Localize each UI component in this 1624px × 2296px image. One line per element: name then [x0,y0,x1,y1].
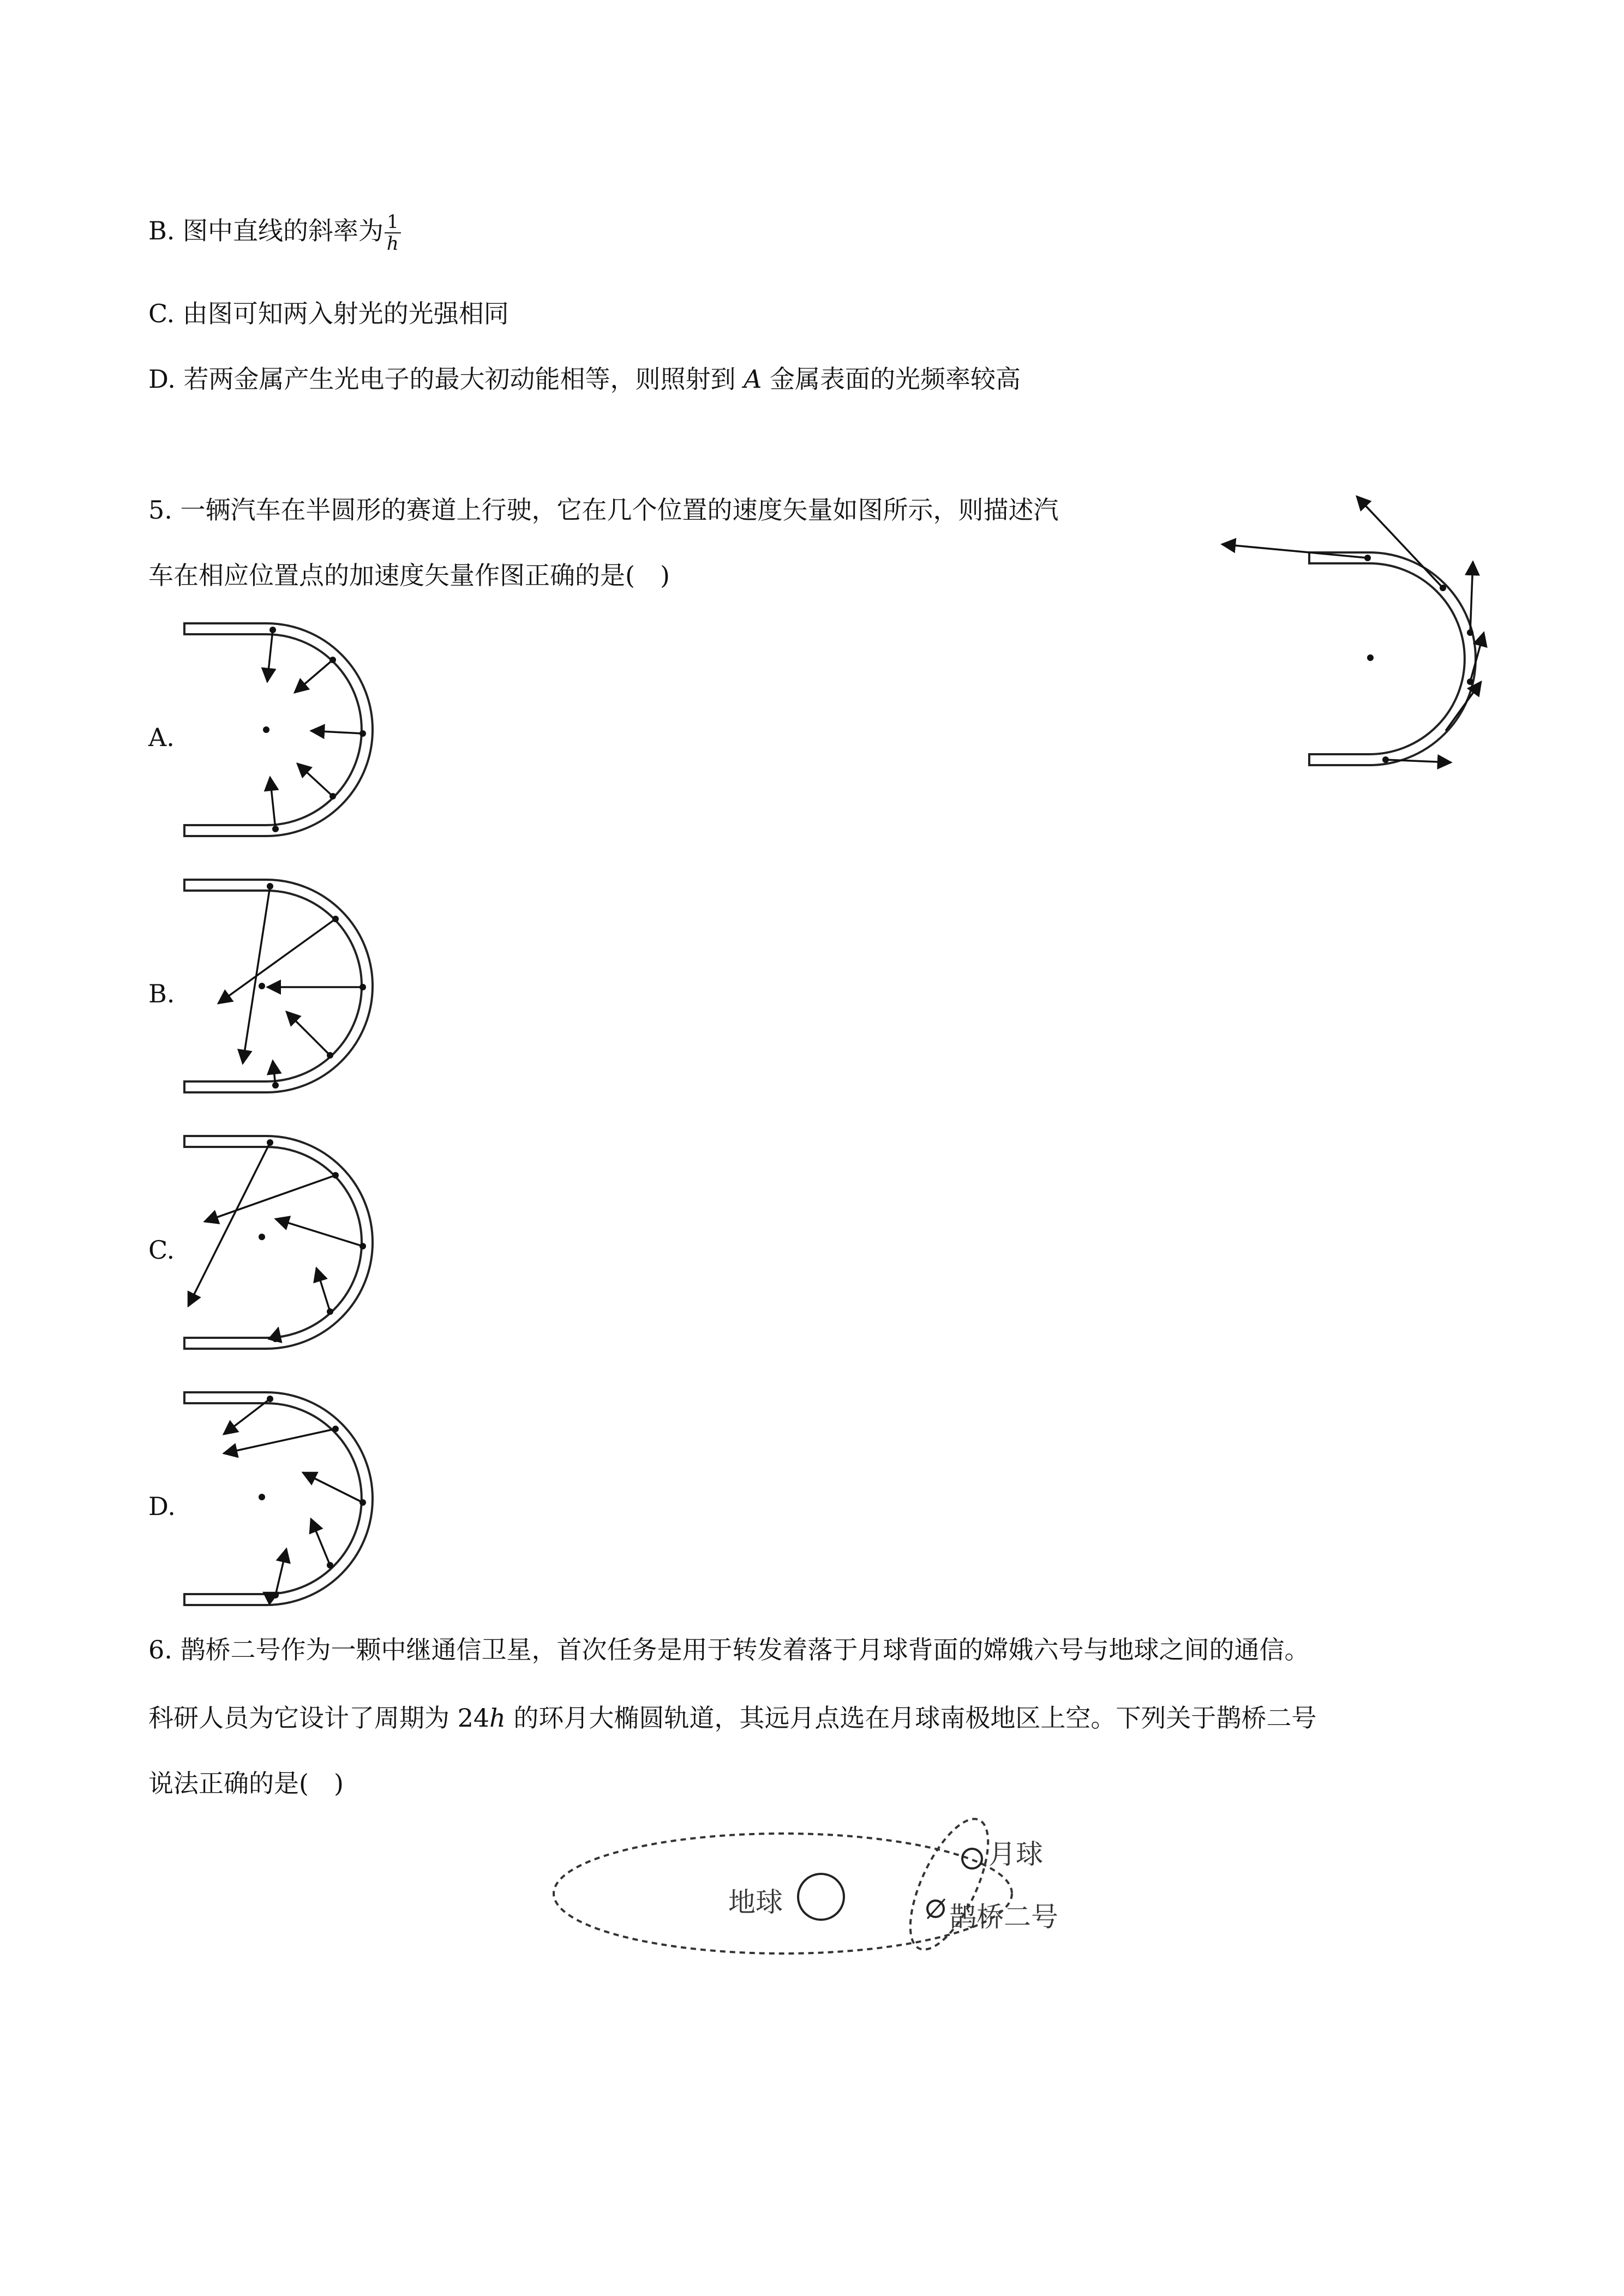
fraction: $\frac{1}{h}$ [385,213,401,253]
moon-label: 月球 [988,1838,1043,1870]
q6-stem-line2: 科研人员为它设计了周期为 24h 的环月大椭圆轨道，其远月点选在月球南极地区上空。下列关于鹊桥二号 [148,1703,1317,1733]
satellite-label: 鹊桥二号 [949,1901,1058,1933]
q5-option-c-figure [175,1129,382,1358]
moon-circle [962,1849,982,1868]
q6-stem-line3: 说法正确的是( ) [148,1769,344,1798]
q4-option-b: B. 图中直线的斜率为 $\frac{1}{h}$ [148,213,401,253]
earth-circle [798,1874,844,1920]
q5-stem-line2: 车在相应位置点的加速度矢量作图正确的是( ) [148,561,670,590]
q4-option-d: D. 若两金属产生光电子的最大初动能相等，则照射到 A 金属表面的光频率较高 [148,364,1021,394]
satellite-orbit-ellipse [895,1808,1004,1960]
q5-stem-line1: 5. 一辆汽车在半圆形的赛道上行驶，它在几个位置的速度矢量如图所示，则描述汽 [148,495,1059,525]
q4-option-c: C. 由图可知两入射光的光强相同 [148,299,509,328]
q5-velocity-figure [1200,480,1506,774]
q5-option-a-label: A. [148,723,175,752]
q5-option-d-label: D. [148,1492,176,1521]
q5-option-a-figure [175,616,382,845]
q5-option-b-label: B. [148,979,175,1008]
q5-option-c-label: C. [148,1235,175,1265]
moon-orbit-ellipse [554,1834,1012,1954]
q6-stem-line1: 6. 鹊桥二号作为一颗中继通信卫星，首次任务是用于转发着落于月球背面的嫦娥六号与地球之间的通信。 [148,1635,1310,1664]
q5-option-d-figure [175,1385,382,1614]
q5-option-b-figure [175,873,382,1102]
earth-label: 地球 [728,1886,783,1918]
